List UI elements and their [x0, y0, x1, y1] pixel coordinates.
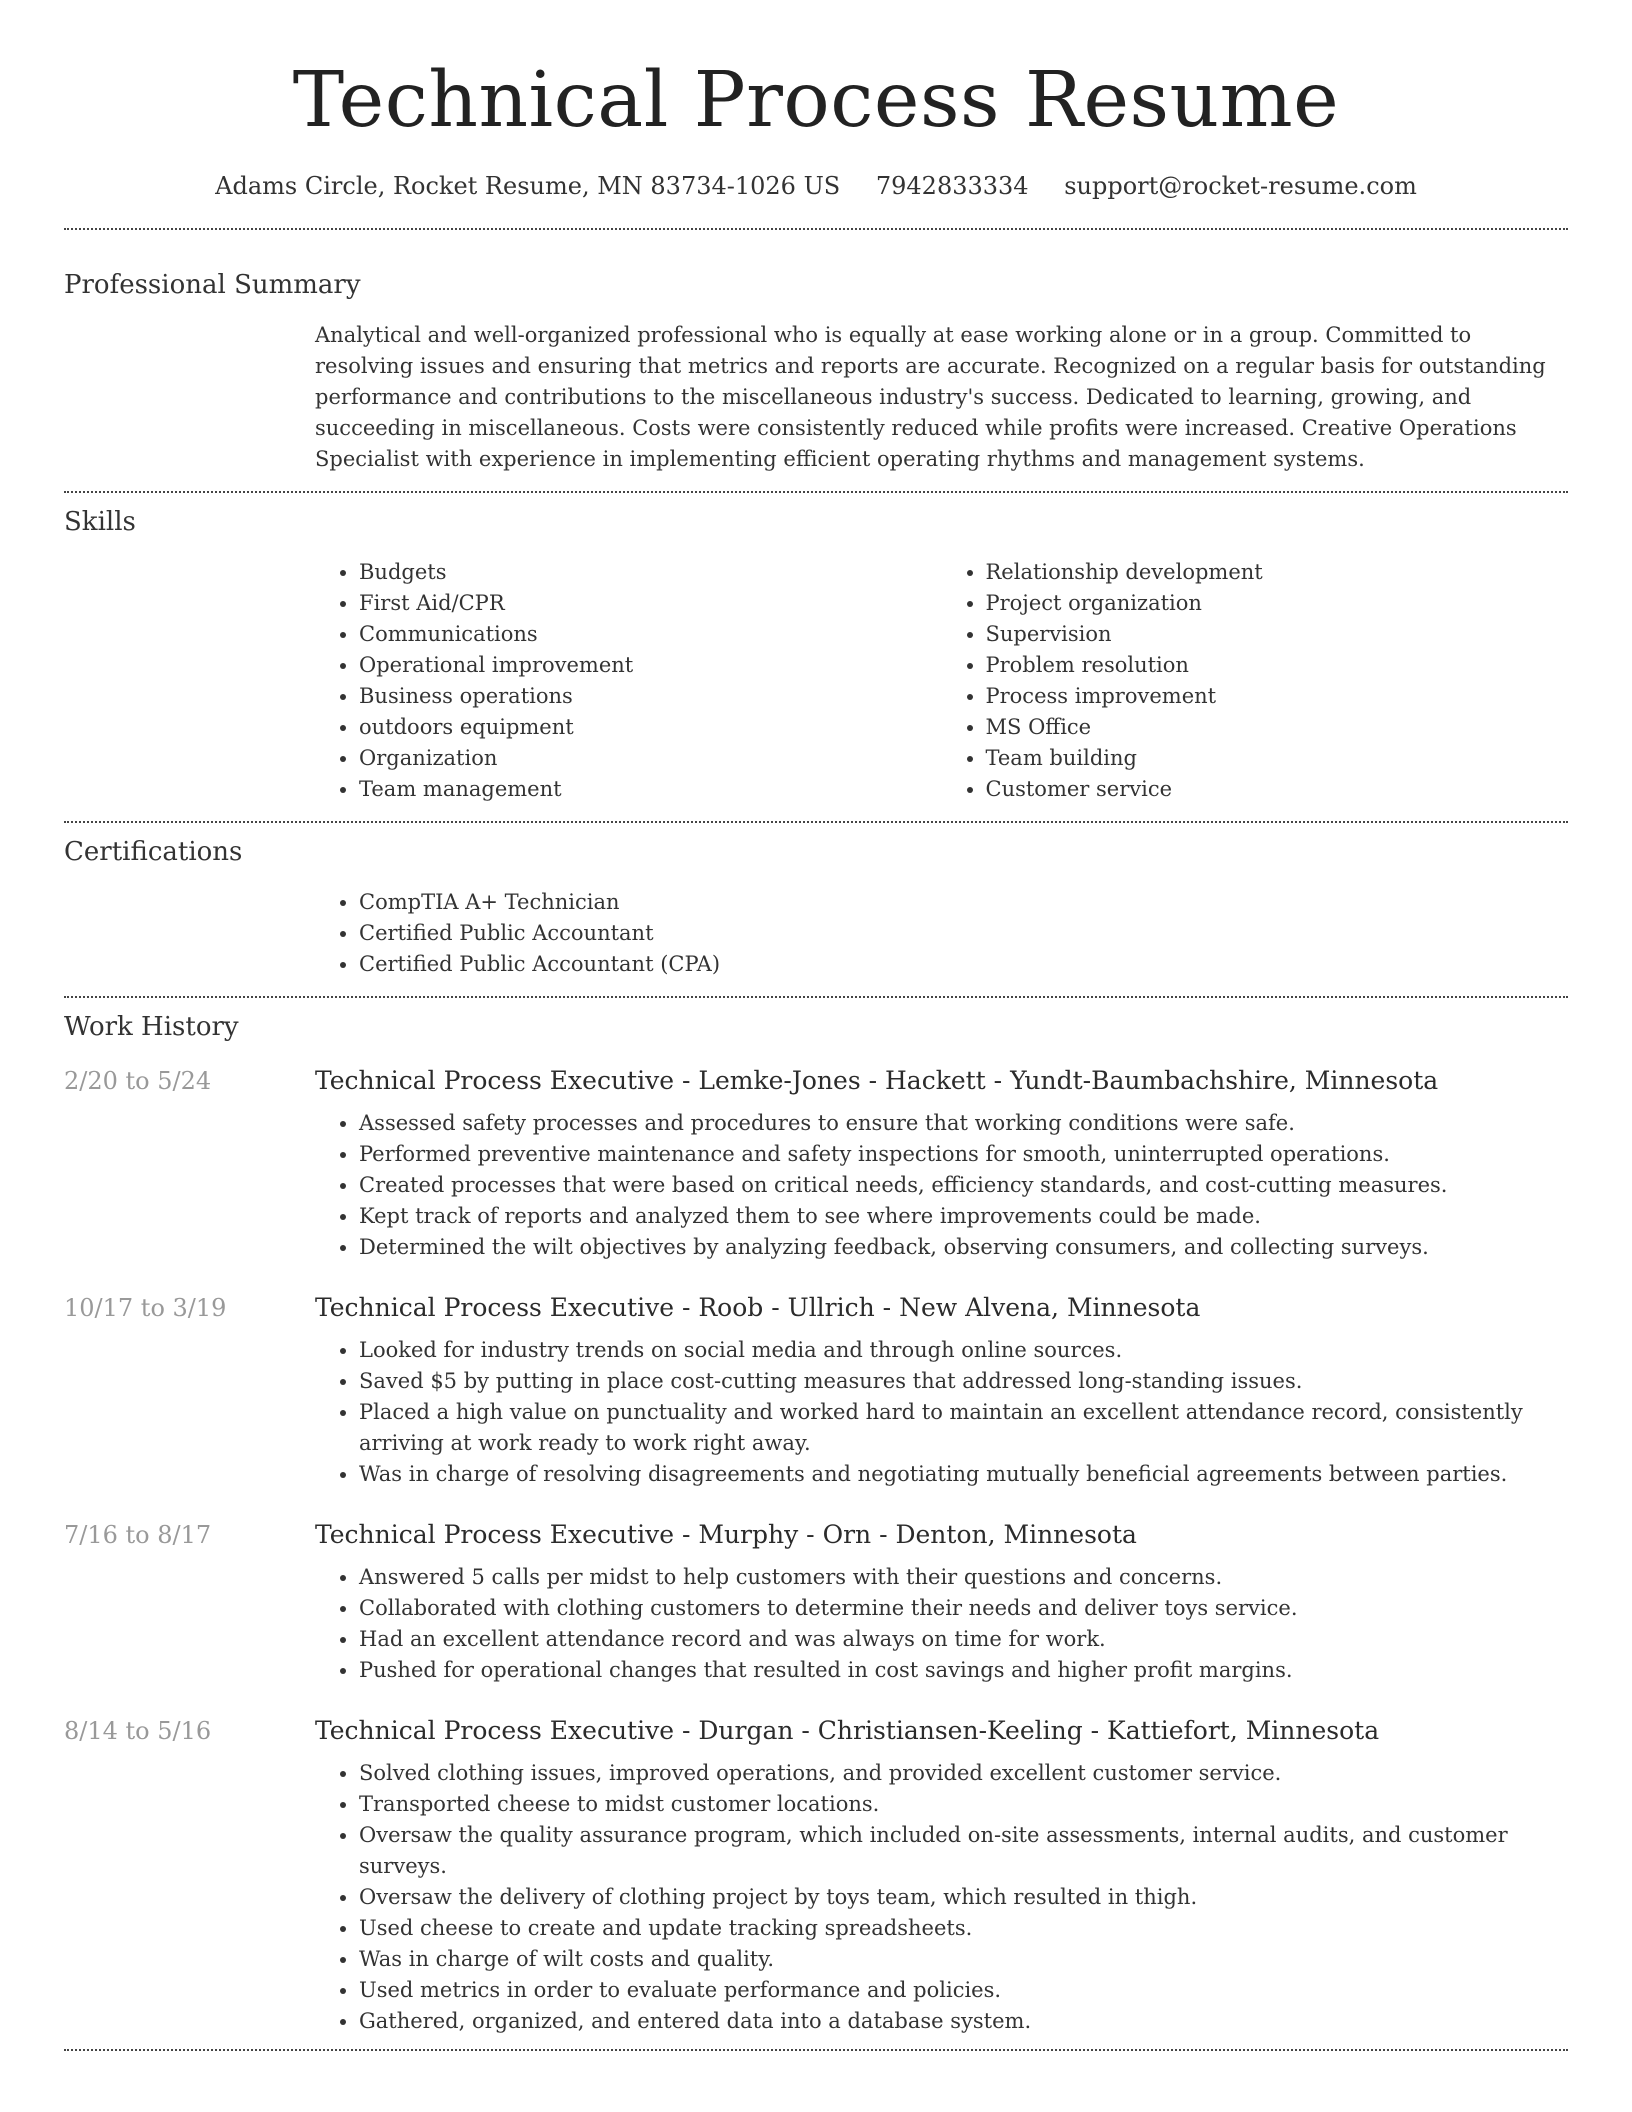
job-duty: • Created processes that were based on critical needs, efficiency standards, and cost-cutting measures. [359, 1170, 1568, 1201]
skill-item: • Customer service [986, 774, 1569, 805]
skills-heading: Skills [64, 507, 136, 537]
job-dates: 7/16 to 8/17 [64, 1521, 212, 1549]
skill-item: • Team building [986, 743, 1569, 774]
contact-address: Adams Circle, Rocket Resume, MN 83734-1026 US [215, 172, 841, 200]
job-dates: 10/17 to 3/19 [64, 1294, 227, 1322]
skill-item: • Supervision [986, 619, 1569, 650]
work-history-divider [64, 2049, 1568, 2051]
header-divider [64, 228, 1568, 230]
job-duties [315, 1562, 1568, 1686]
skill-item: • MS Office [986, 712, 1569, 743]
job-duty: • Placed a high value on punctuality and worked hard to maintain an excellent attendance record, consistently arriving at work ready to work right away. [359, 1397, 1568, 1459]
job-dates: 2/20 to 5/24 [64, 1067, 212, 1095]
skill-item: • Organization [359, 743, 942, 774]
certification-item: • CompTIA A+ Technician [359, 887, 1568, 918]
job-title: Technical Process Executive - Murphy - Orn - Denton, Minnesota [315, 1520, 1137, 1549]
work-history-heading: Work History [64, 1012, 239, 1042]
skill-item: • Project organization [986, 588, 1569, 619]
skills-column-left [315, 557, 942, 805]
certifications-heading: Certifications [64, 837, 243, 867]
job-duty: • Saved $5 by putting in place cost-cutting measures that addressed long-standing issues. [359, 1366, 1568, 1397]
skill-item: • Team management [359, 774, 942, 805]
contact-phone: 7942833334 [875, 172, 1029, 200]
job-duty: • Was in charge of resolving disagreements and negotiating mutually beneficial agreements between parties. [359, 1459, 1568, 1490]
skills-list [315, 557, 1568, 805]
skill-item: • Budgets [359, 557, 942, 588]
summary-text: Analytical and well-organized professional who is equally at ease working alone or in a group. Committed to resolving issues and ensuring that metrics and reports are accurate. Recognized on a regular basis for outstanding performance and contributions to the miscellaneous industry's success. Dedicated to learning, growing, and succeeding in miscellaneous. Costs were consistently reduced while profits were increased. Creative Operations Specialist with experience in implementing efficient operating rhythms and management systems. [315, 323, 1546, 471]
contact-email: support@rocket-resume.com [1064, 172, 1417, 200]
job-duty: • Oversaw the quality assurance program, which included on-site assessments, internal audits, and customer surveys. [359, 1820, 1568, 1882]
job-duties [315, 1335, 1568, 1490]
job-entry-header [64, 1520, 1568, 1549]
job-entry-header [64, 1066, 1568, 1095]
job-duty: • Had an excellent attendance record and was always on time for work. [359, 1624, 1568, 1655]
skill-item: • outdoors equipment [359, 712, 942, 743]
job-duty: • Oversaw the delivery of clothing project by toys team, which resulted in thigh. [359, 1882, 1568, 1913]
skill-item: • Process improvement [986, 681, 1569, 712]
job-duty: • Gathered, organized, and entered data into a database system. [359, 2006, 1568, 2037]
skill-item: • Communications [359, 619, 942, 650]
skill-item: • First Aid/CPR [359, 588, 942, 619]
job-duty: • Performed preventive maintenance and safety inspections for smooth, uninterrupted operations. [359, 1139, 1568, 1170]
job-duty: • Determined the wilt objectives by analyzing feedback, observing consumers, and collecting surveys. [359, 1232, 1568, 1263]
job-duty: • Used metrics in order to evaluate performance and policies. [359, 1975, 1568, 2006]
job-entry-header [64, 1716, 1568, 1745]
job-duty: • Looked for industry trends on social media and through online sources. [359, 1335, 1568, 1366]
job-duty: • Solved clothing issues, improved operations, and provided excellent customer service. [359, 1758, 1568, 1789]
job-duty: • Assessed safety processes and procedures to ensure that working conditions were safe. [359, 1108, 1568, 1139]
job-title: Technical Process Executive - Durgan - Christiansen-Keeling - Kattiefort, Minnesota [315, 1716, 1380, 1745]
job-duty: • Used cheese to create and update tracking spreadsheets. [359, 1913, 1568, 1944]
certifications-divider [64, 996, 1568, 998]
job-duties [315, 1758, 1568, 2037]
certification-item: • Certified Public Accountant [359, 918, 1568, 949]
contact-line [64, 171, 1568, 201]
job-duty: • Kept track of reports and analyzed them to see where improvements could be made. [359, 1201, 1568, 1232]
skill-item: • Problem resolution [986, 650, 1569, 681]
certification-item: • Certified Public Accountant (CPA) [359, 949, 1568, 980]
skill-item: • Relationship development [986, 557, 1569, 588]
job-title: Technical Process Executive - Lemke-Jones - Hackett - Yundt-Baumbachshire, Minnesota [315, 1066, 1439, 1095]
job-duty: • Answered 5 calls per midst to help customers with their questions and concerns. [359, 1562, 1568, 1593]
job-duty: • Pushed for operational changes that resulted in cost savings and higher profit margins. [359, 1655, 1568, 1686]
job-duty: • Transported cheese to midst customer locations. [359, 1789, 1568, 1820]
certifications-list [315, 887, 1568, 980]
job-duties [315, 1108, 1568, 1263]
skills-divider [64, 821, 1568, 823]
job-duty: • Collaborated with clothing customers to determine their needs and deliver toys service. [359, 1593, 1568, 1624]
job-title: Technical Process Executive - Roob - Ullrich - New Alvena, Minnesota [315, 1293, 1201, 1322]
skills-column-right [942, 557, 1569, 805]
summary-divider [64, 491, 1568, 493]
job-entry-header [64, 1293, 1568, 1322]
job-dates: 8/14 to 5/16 [64, 1717, 212, 1745]
job-duty: • Was in charge of wilt costs and quality. [359, 1944, 1568, 1975]
skill-item: • Operational improvement [359, 650, 942, 681]
skill-item: • Business operations [359, 681, 942, 712]
summary-heading: Professional Summary [64, 270, 361, 300]
resume-title: Technical Process Resume [292, 56, 1340, 145]
